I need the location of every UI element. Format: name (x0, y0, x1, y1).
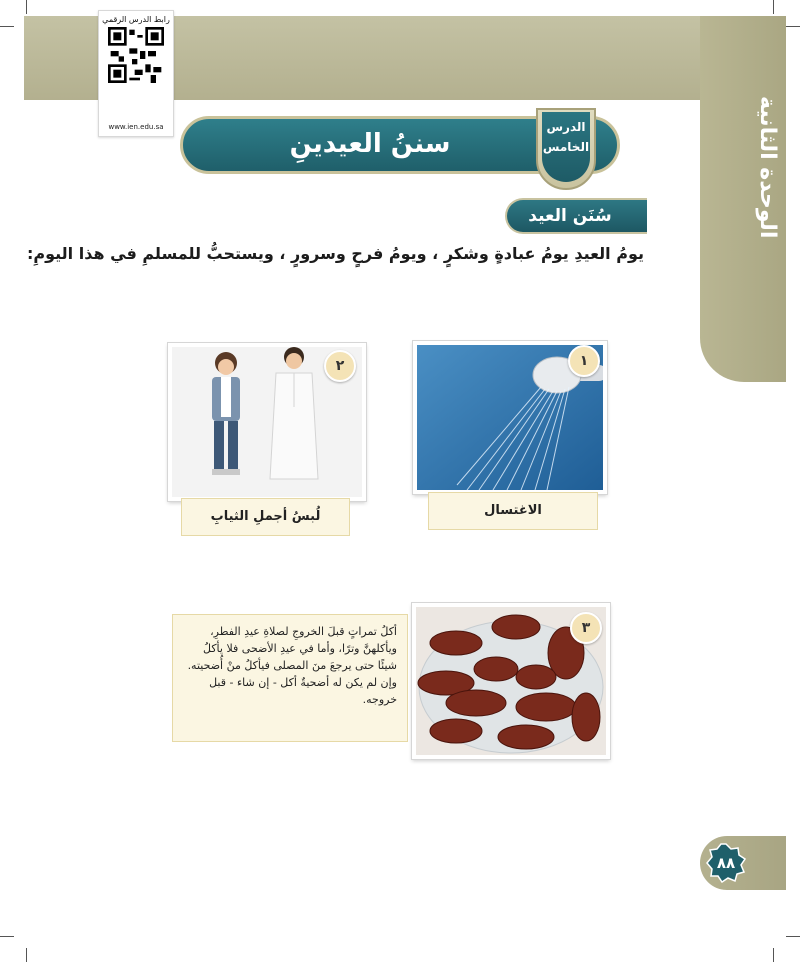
card-3-text-line: أكلُ تمراتٍ قبلَ الخروجِ لصلاةِ عيدِ الفطرِ، (210, 625, 397, 638)
crop-mark (0, 936, 14, 937)
qr-url[interactable]: www.ien.edu.sa (108, 123, 164, 131)
card-2-caption: لُبسُ أجملِ الثيابِ (181, 498, 350, 536)
section-title: سُنَن العيد (528, 206, 612, 226)
card-3-number-badge: ٣ (570, 612, 602, 644)
card-3-text-line: خروجه. (362, 693, 397, 706)
intro-text: يومُ العيدِ يومُ عبادةٍ وشكرٍ ، ويومُ فرحٍ وسرورٍ ، ويستحبُّ للمسلمِ في هذا اليومِ: (26, 244, 644, 263)
crop-mark (773, 948, 774, 962)
qr-code-icon[interactable] (108, 27, 164, 83)
unit-title: الوحدة الثانية (755, 95, 780, 239)
qr-panel[interactable] (98, 10, 174, 137)
crop-mark (26, 0, 27, 14)
lesson-title: سننُ العيدينِ (289, 129, 451, 159)
page-number: ٨٨ (716, 854, 736, 872)
crop-mark (786, 936, 800, 937)
card-3-text-line: ويأكلهنَّ وترًا، وأما في عيدِ الأضحى فلا يأكلُ (202, 642, 397, 655)
qr-caption: رابط الدرس الرقمي (102, 15, 170, 24)
card-3-text-line: شيئًا حتى يرجعَ منَ المصلى فيأكلُ منْ أُضحيته. (187, 659, 397, 672)
lesson-tag-label: الدرس (546, 120, 586, 134)
card-1-number-badge: ١ (568, 345, 600, 377)
card-2-number-badge: ٢ (324, 350, 356, 382)
crop-mark (773, 0, 774, 14)
card-3-text-line: وإن لم يكن له أضحيةٌ أكل - إن شاء - قبل (209, 676, 397, 689)
lesson-tag-number: الخامس (542, 140, 590, 154)
card-1-caption: الاغتسال (428, 492, 598, 530)
crop-mark (786, 26, 800, 27)
card-3-description (172, 614, 408, 742)
crop-mark (26, 948, 27, 962)
crop-mark (0, 26, 14, 27)
